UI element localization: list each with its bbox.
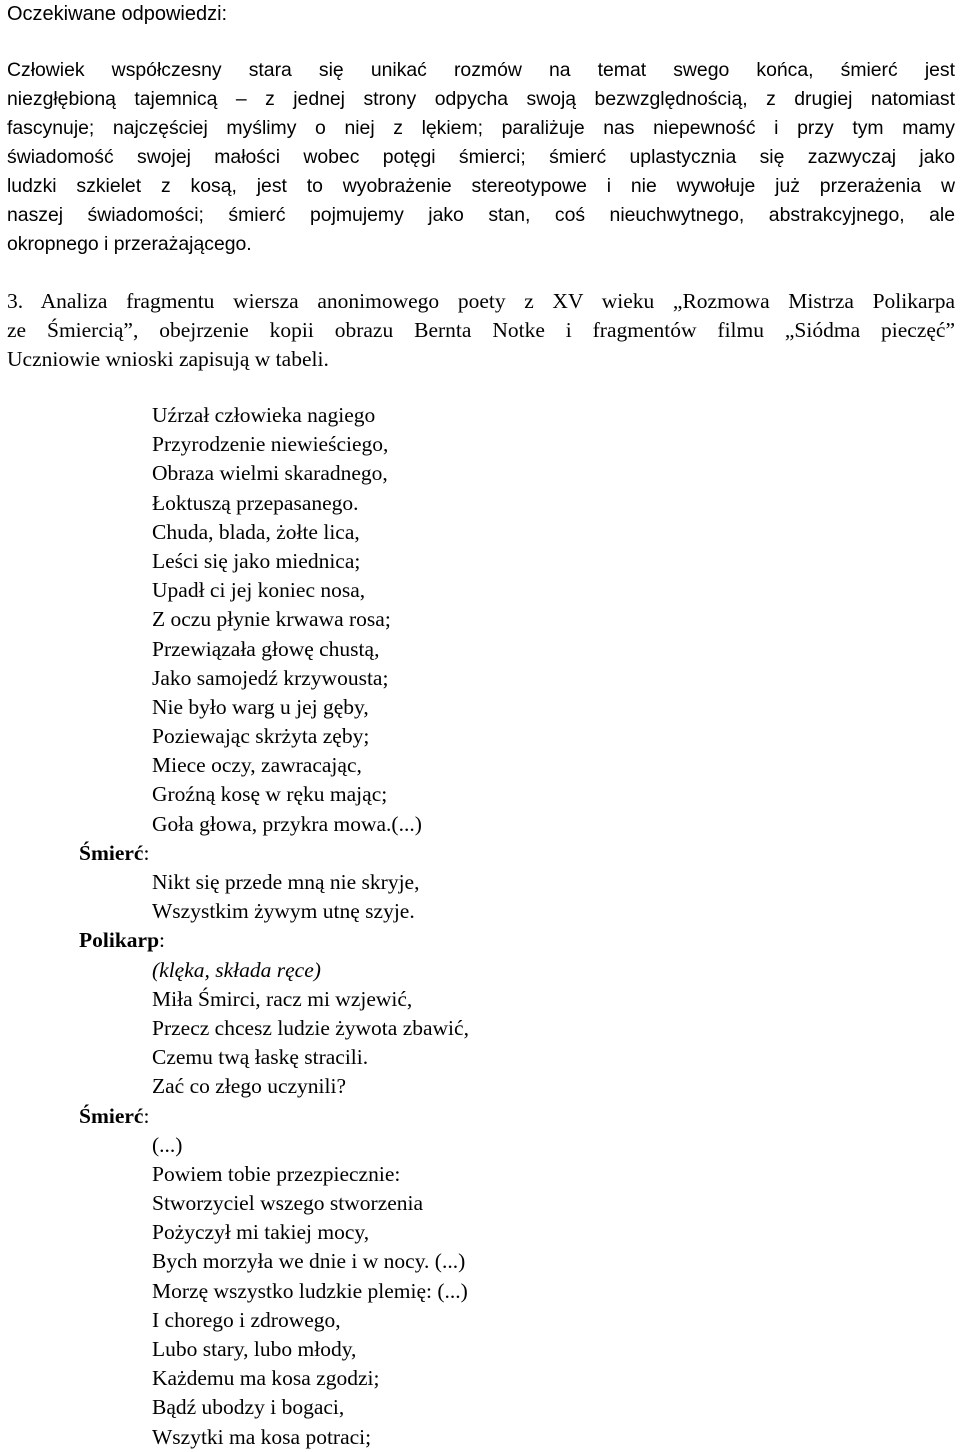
poem-verse: Leści się jako miednica; xyxy=(152,548,361,573)
speaker-colon: : xyxy=(159,928,166,953)
stage-direction: (klęka, składa ręce) xyxy=(152,957,321,982)
speaker-name: Śmierć xyxy=(79,1103,144,1128)
answer-line: fascynuje; najczęściej myślimy o niej z lękiem; paraliżuje nas niepewność i przy tym mamy xyxy=(7,117,955,139)
poem-verse: (...) xyxy=(152,1132,183,1157)
poem-speaker xyxy=(0,926,960,955)
poem-verse: Obraza wielmi skaradnego, xyxy=(152,461,388,486)
poem-verse: Morzę wszystko ludzkie plemię: (...) xyxy=(152,1278,468,1303)
poem-verse: Każdemu ma kosa zgodzi; xyxy=(152,1366,380,1391)
poem-excerpt xyxy=(0,401,960,1452)
poem-verse: Powiem tobie przezpiecznie: xyxy=(152,1161,401,1186)
expected-answer-paragraph xyxy=(7,56,955,259)
poem-verse: Poziewając skrżyta zęby; xyxy=(152,724,370,749)
poem-verse: Zać co złego uczynili? xyxy=(152,1074,346,1099)
poem-verse: Bądź ubodzy i bogaci, xyxy=(152,1395,345,1420)
poem-verse: Z oczu płynie krwawa rosa; xyxy=(152,607,391,632)
task-line: 3. Analiza fragmentu wiersza anonimowego poety z XV wieku „Rozmowa Mistrza Polikarpa xyxy=(7,289,955,313)
page-heading: Oczekiwane odpowiedzi: xyxy=(7,3,228,25)
poem-verse: Miła Śmirci, racz mi wzjewić, xyxy=(152,986,413,1011)
poem-speaker xyxy=(0,1102,960,1131)
task-line: Uczniowie wnioski zapisują w tabeli. xyxy=(7,347,329,371)
poem-verse: Groźną kosę w ręku mając; xyxy=(152,782,388,807)
answer-line: niezgłębioną tajemnicą – z jednej strony odpycha swoją bezwzględnością, z drugiej natomiast xyxy=(7,88,955,110)
task-line: ze Śmiercią”, obejrzenie kopii obrazu Bernta Notke i fragmentów filmu „Siódma pieczęć” xyxy=(7,318,955,342)
poem-verse: Wszytki ma kosa potraci; xyxy=(152,1424,372,1449)
answer-line: ludzki szkielet z kosą, jest to wyobrażenie stereotypowe i nie wywołuje już przerażenia w xyxy=(7,175,955,197)
poem-verse: Uźrzał człowieka nagiego xyxy=(152,403,376,427)
answer-line: okropnego i przerażającego. xyxy=(7,233,252,255)
poem-verse: Jako samojedź krzywousta; xyxy=(152,665,389,690)
poem-verse: Chuda, blada, żołte lica, xyxy=(152,519,360,544)
task-3-paragraph xyxy=(7,287,955,374)
poem-verse: Przyrodzenie niewieściego, xyxy=(152,432,389,457)
poem-verse: Lubo stary, lubo młody, xyxy=(152,1337,357,1361)
poem-verse: Stworzyciel wszego stworzenia xyxy=(152,1191,424,1216)
poem-speaker xyxy=(0,839,960,868)
speaker-colon: : xyxy=(143,1103,150,1128)
poem-verse: Pożyczył mi takiej mocy, xyxy=(152,1220,370,1245)
answer-line: Człowiek współczesny stara się unikać rozmów na temat swego końca, śmierć jest xyxy=(7,59,955,81)
answer-line: świadomość swojej małości wobec potęgi śmierci; śmierć uplastycznia się zazwyczaj jako xyxy=(7,146,955,168)
poem-verse: Bych morzyła we dnie i w nocy. (...) xyxy=(152,1249,466,1274)
poem-verse: Łoktuszą przepasanego. xyxy=(152,490,359,515)
poem-verse: I chorego i zdrowego, xyxy=(152,1307,341,1332)
answer-line: naszej świadomości; śmierć pojmujemy jako stan, coś nieuchwytnego, abstrakcyjnego, ale xyxy=(7,204,955,226)
speaker-name: Śmierć xyxy=(79,840,144,865)
poem-verse: Przewiązała głowę chustą, xyxy=(152,636,380,661)
poem-verse: Przecz chcesz ludzie żywota zbawić, xyxy=(152,1015,469,1040)
poem-verse: Czemu twą łaskę stracili. xyxy=(152,1045,369,1070)
poem-verse: Miece oczy, zawracając, xyxy=(152,753,362,778)
poem-verse: Wszystkim żywym utnę szyje. xyxy=(152,899,415,924)
poem-verse: Goła głowa, przykra mowa.(...) xyxy=(152,811,422,836)
poem-verse: Nie było warg u jej gęby, xyxy=(152,694,369,719)
speaker-name: Polikarp xyxy=(79,928,160,953)
poem-verse: Upadł ci jej koniec nosa, xyxy=(152,578,366,603)
speaker-colon: : xyxy=(143,840,150,865)
poem-verse: Nikt się przede mną nie skryje, xyxy=(152,870,420,894)
